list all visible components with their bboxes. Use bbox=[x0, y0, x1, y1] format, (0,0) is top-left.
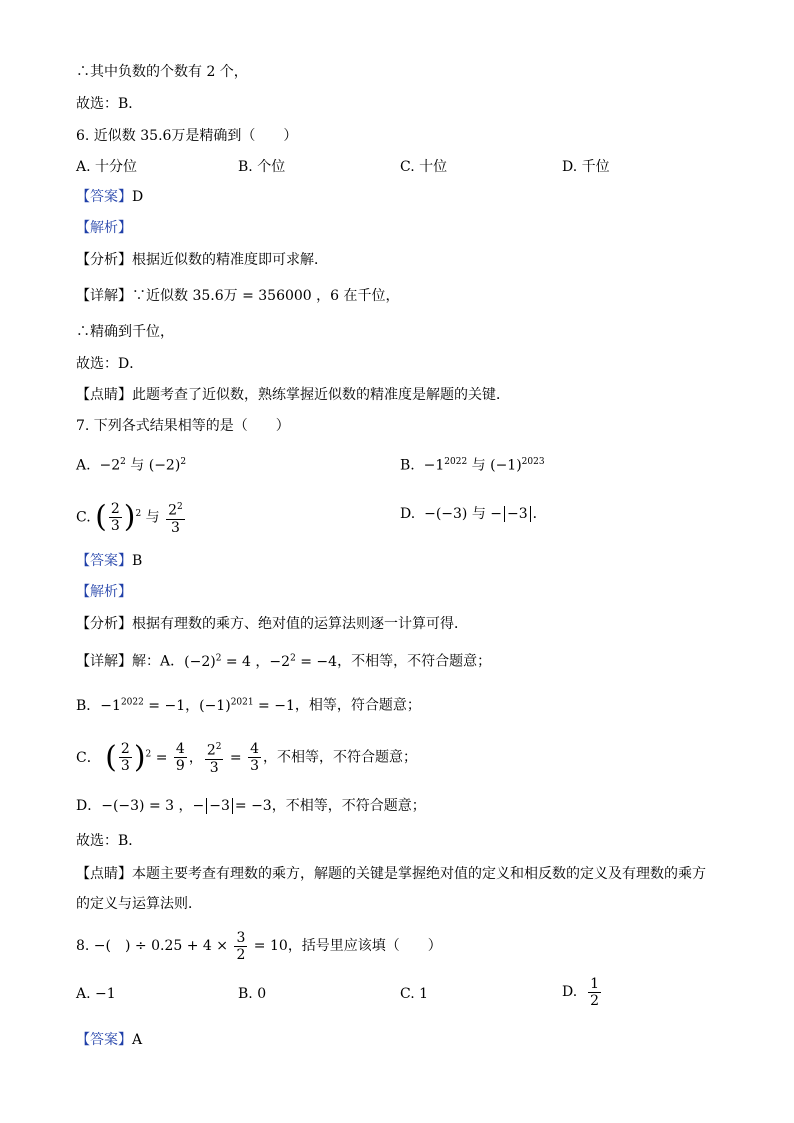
q7-jiexi-tag: 【解析】 bbox=[76, 584, 132, 600]
analysis-text: 根据有理数的乘方、绝对值的运算法则逐一计算可得． bbox=[132, 616, 468, 632]
q7-stem: 7. 下列各式结果相等的是（ ） bbox=[76, 418, 290, 434]
q8-option-b: B. 0 bbox=[238, 986, 267, 1002]
detail-text: ∵近似数 35.6万 = 356000 ，6 在千位， bbox=[132, 288, 400, 304]
q7-analysis bbox=[76, 614, 468, 634]
q7-detail-c bbox=[76, 734, 417, 778]
answer-tag: 【答案】 bbox=[76, 553, 132, 569]
analysis-tag: 【分析】 bbox=[76, 252, 132, 268]
answer-value: A bbox=[132, 1032, 143, 1048]
q7-remark-cont: 的定义与运算法则． bbox=[76, 896, 202, 912]
q7-option-a: A. $-2^2$ 与 $(-2)^2$ bbox=[76, 457, 187, 474]
option-label: A. bbox=[76, 457, 91, 474]
q7-detail-b bbox=[76, 692, 421, 716]
line-choose-b: 故选：B． bbox=[76, 96, 143, 112]
q6-choose: 故选：D． bbox=[76, 356, 144, 372]
q6-conclusion: ∴精确到千位， bbox=[76, 324, 174, 340]
option-label: C. bbox=[76, 509, 91, 526]
q7-remark bbox=[76, 864, 706, 884]
q6-remark bbox=[76, 385, 510, 405]
q8-option-c: C. 1 bbox=[400, 986, 429, 1002]
math-expr: 8. −( ) ÷ 0.25 + 4 × $\frac{3}{2}$ = 10 bbox=[76, 929, 288, 963]
detail-tail: ，相等，符合题意； bbox=[294, 697, 421, 714]
remark-text: 此题考查了近似数，熟练掌握近似数的精准度是解题的关键． bbox=[132, 387, 510, 403]
answer-value: B bbox=[132, 553, 143, 569]
answer-tag: 【答案】 bbox=[76, 1032, 132, 1048]
option-label: B. bbox=[400, 457, 415, 474]
q6-detail bbox=[76, 286, 400, 306]
q6-option-d: D. 千位 bbox=[562, 159, 610, 175]
detail-tail: ，不相等，不符合题意； bbox=[337, 653, 492, 670]
q7-answer bbox=[76, 551, 142, 571]
q6-option-c: C. 十位 bbox=[400, 159, 448, 175]
option-label: D. bbox=[400, 506, 416, 522]
q7-detail-a bbox=[76, 648, 491, 672]
q6-analysis bbox=[76, 250, 328, 270]
remark-text: 本题主要考查有理数的乘方，解题的关键是掌握绝对值的定义和相反数的定义及有理数的乘方 bbox=[132, 866, 706, 882]
q6-answer bbox=[76, 187, 143, 207]
q6-jiexi-tag: 【解析】 bbox=[76, 220, 132, 236]
option-label: D. bbox=[562, 984, 578, 1000]
q7-option-d: D. −(−3) 与 − −3 ． bbox=[400, 506, 547, 522]
analysis-tag: 【分析】 bbox=[76, 616, 132, 632]
q8-stem bbox=[76, 926, 442, 966]
math-expr: B．$-1^{2022} = -1$，$(-1)^{2021} = -1$ bbox=[76, 697, 295, 714]
remark-tag: 【点睛】 bbox=[76, 387, 132, 403]
q8-option-d: D. $\frac{1}{2}$ bbox=[562, 975, 600, 1009]
math-expr: D．−(−3) = 3 ，− −3 = −3 bbox=[76, 798, 272, 814]
q7-option-c: C. ( $\frac{2}{3}$ )$^2$ 与 $\frac{2^2}{3}$ bbox=[76, 499, 183, 536]
q8-answer bbox=[76, 1030, 142, 1050]
q7-choose: 故选：B． bbox=[76, 833, 143, 849]
q6-stem: 6. 近似数 35.6万是精确到（ ） bbox=[76, 128, 298, 144]
q7-option-b: B. $-1^{2022}$ 与 $(-1)^{2023}$ bbox=[400, 457, 545, 474]
q7-detail-d bbox=[76, 796, 426, 816]
answer-value: D bbox=[132, 189, 144, 205]
analysis-text: 根据近似数的精准度即可求解． bbox=[132, 252, 328, 268]
q6-option-a: A. 十分位 bbox=[76, 159, 138, 175]
stem-tail: ，括号里应该填（ ） bbox=[287, 938, 442, 954]
detail-tag: 【详解】 bbox=[76, 288, 132, 304]
detail-tail: ，不相等，不符合题意； bbox=[263, 749, 418, 766]
answer-tag: 【答案】 bbox=[76, 189, 132, 205]
detail-tag: 【详解】 bbox=[76, 653, 132, 670]
math-expr: C． ( $\frac{2}{3}$ )$^2$ = $\frac{4}{9}$ ， $\frac{2^2}{3}$ = $\frac{4}{3}$ bbox=[76, 739, 260, 776]
line-negative-count: ∴其中负数的个数有 2 个， bbox=[76, 64, 248, 80]
q6-option-b: B. 个位 bbox=[238, 159, 286, 175]
q8-option-a: A. −1 bbox=[76, 986, 116, 1002]
detail-text: 解：A． bbox=[132, 653, 185, 670]
remark-tag: 【点睛】 bbox=[76, 866, 132, 882]
detail-tail: ，不相等，不符合题意； bbox=[271, 798, 426, 814]
math-expr: $(-2)^2 = 4$ ，$-2^2 = -4$ bbox=[184, 653, 338, 670]
